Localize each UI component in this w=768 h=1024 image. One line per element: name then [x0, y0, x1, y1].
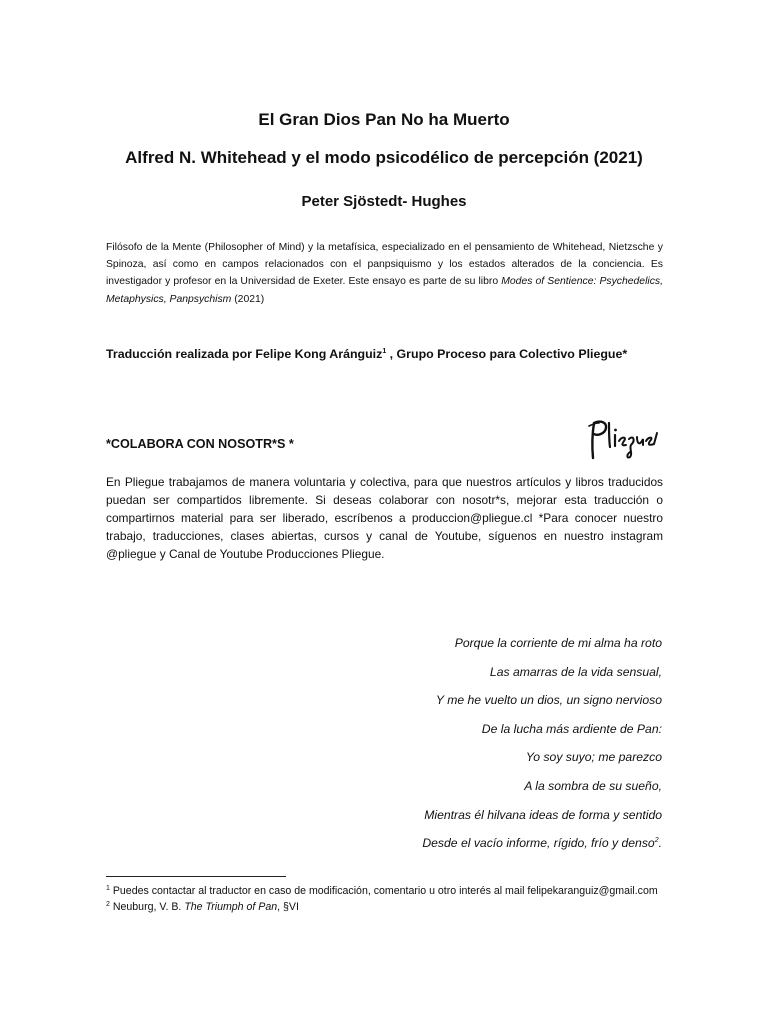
translation-credit	[106, 345, 663, 364]
document-subtitle: Alfred N. Whitehead y el modo psicodélico de percepción (2021)	[125, 148, 643, 167]
pliegue-logo	[584, 417, 660, 461]
document-author: Peter Sjöstedt- Hughes	[301, 193, 467, 210]
footnote-book-title: The Triumph of Pan	[184, 900, 278, 913]
bio-book-title: Modes of Sentience: Psychedelics, Metaphysics, Panpsychism	[106, 276, 663, 305]
footnote-number: 2	[106, 900, 110, 908]
footnote-ref-1[interactable]: 1	[382, 348, 387, 355]
bio-text: Filósofo de la Mente (Philosopher of Mind) y la metafísica, especializado en el pensamiento de Whitehead, Nietzsche y Spinoza, así como en campos relacionados con el panpsiquismo y los estados alterados de la conciencia. Es investigador y profesor en la Universidad de Exeter. Este ensayo es parte de su libro	[106, 242, 663, 288]
poem-line: De la lucha más ardiente de Pan:	[481, 721, 662, 736]
collab-body: En Pliegue trabajamos de manera voluntaria y colectiva, para que nuestros artículos y libros traducidos puedan ser compartidos libremente. Si deseas colaborar con nosotr*s, mejorar esta traducción o compartirnos material para ser liberado, escríbenos a produccion@pliegue.cl *Para conocer nuestro trabajo, traducciones, clases abiertas, cursos y canal de Youtube, síguenos en nuestro instagram @pliegue y Canal de Youtube Producciones Pliegue.	[106, 475, 663, 561]
footnote-ref-2[interactable]: 2	[654, 837, 659, 845]
translation-credit-group: , Grupo Proceso para Colectivo Pliegue*	[386, 347, 628, 361]
poem-line-last	[422, 834, 662, 863]
footnote-separator	[106, 876, 286, 877]
poem-line: Las amarras de la vida sensual,	[489, 664, 662, 679]
poem-line: Y me he vuelto un dios, un signo nervioso	[435, 693, 662, 708]
author-bio	[106, 239, 663, 308]
bio-year: (2021)	[231, 293, 265, 305]
poem-line-text: Desde el vacío informe, rígido, frío y denso	[422, 836, 655, 851]
document-title: El Gran Dios Pan No ha Muerto	[258, 110, 510, 129]
footnote-2	[106, 900, 666, 916]
footnote-text: Puedes contactar al traductor en caso de modificación, comentario u otro interés al mail felipekaranguiz@gmail.com	[109, 885, 658, 897]
footnotes	[106, 884, 666, 915]
poem-line: Mientras él hilvana ideas de forma y sentido	[424, 807, 662, 822]
poem-line: A la sombra de su sueño,	[524, 778, 662, 793]
collab-heading: *COLABORA CON NOSOTR*S *	[106, 437, 294, 451]
poem-line: Yo soy suyo; me parezco	[525, 750, 662, 765]
poem-line-period: .	[658, 836, 662, 851]
footnote-number: 1	[106, 885, 110, 892]
footnote-1	[106, 884, 666, 900]
footnote-text: Neuburg, V. B.	[109, 900, 185, 913]
poem-line: Porque la corriente de mi alma ha roto	[454, 636, 662, 650]
translation-credit-text: Traducción realizada por Felipe Kong Aránguiz	[106, 347, 383, 361]
poem-epigraph	[422, 634, 662, 863]
footnote-section: , §VI	[277, 900, 299, 913]
